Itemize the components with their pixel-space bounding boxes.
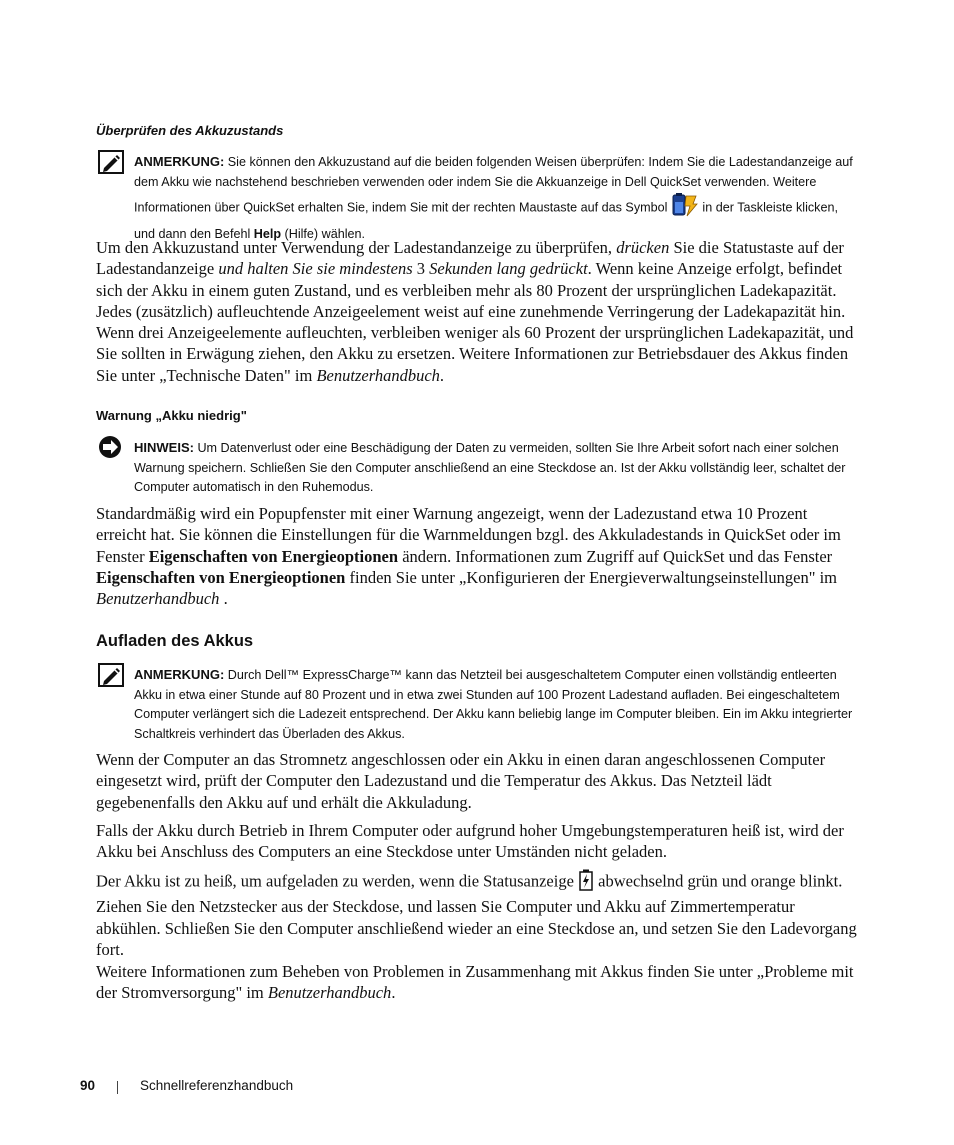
notice-low-battery: HINWEIS: Um Datenverlust oder eine Beschädigung der Daten zu vermeiden, sollten Sie Ihre Arbeit sofort nach einer solchen Warnung speichern. Schließen Sie den Computer anschließend an eine Steckdose an. Ist der Akku vollständig leer, schaltet der Computer automatisch in den Ruhemodus. [134, 440, 846, 494]
paragraph-charging-4: Weitere Informationen zum Beheben von Problemen in Zusammenhang mit Akkus finden Sie unter „Probleme mit der Stromversorgung" im Benutzerhandbuch. [96, 962, 854, 1003]
pencil-note-icon [98, 663, 124, 687]
paragraph-charging-3: Der Akku ist zu heiß, um aufgeladen zu werden, wenn die Statusanzeige abwechselnd grün und orange blinkt. Ziehen Sie den Netzstecker aus der Steckdose, und lassen Sie Computer und Akku auf Zimmertemperatur abkühlen. Schließen Sie den Computer anschließend wieder an eine Steckdose an, und setzen Sie den Ladevorgang fort. [96, 869, 860, 960]
battery-status-icon [578, 869, 594, 896]
paragraph-charging-2: Falls der Akku durch Betrieb in Ihrem Computer oder aufgrund hoher Umgebungstemperaturen heiß ist, wird der Akku bei Anschluss des Computers an eine Steckdose unter Umständen nicht geladen. [96, 821, 844, 862]
heading-battery-check: Überprüfen des Akkuzustands [96, 123, 284, 138]
paragraph-low-battery: Standardmäßig wird ein Popupfenster mit einer Warnung angezeigt, wenn der Ladezustand etwa 10 Prozent erreicht hat. Sie können die Einstellungen für die Warnmeldungen bzgl. des Akkuladestands in QuickSet oder im Fenster Eigenschaften von Energieoptionen ändern. Informationen zum Zugriff auf QuickSet und das Fenster Eigenschaften von Energieoptionen finden Sie unter „Konfigurieren der Energieverwaltungseinstellungen" im Benutzerhandbuch . [96, 504, 841, 609]
note-expresscharge: ANMERKUNG: Durch Dell™ ExpressCharge™ kann das Netzteil bei ausgeschaltetem Computer einen vollständig entleerten Akku in etwa einer Stunde auf 80 Prozent und in etwa zwei Stunden auf 100 Prozent Ladestand aufladen. Bei eingeschaltetem Computer verlängert sich die Ladezeit entsprechend. Der Akku kann beliebig lange im Computer bleiben. Ein im Akku integrierter Schaltkreis verhindert das Überladen des Akkus. [134, 667, 853, 741]
footer-divider [117, 1081, 118, 1094]
footer-doc-title: Schnellreferenzhandbuch [140, 1078, 294, 1093]
notice-label: HINWEIS: [134, 440, 194, 455]
note-label: ANMERKUNG: [134, 667, 225, 682]
pencil-note-icon [98, 150, 124, 174]
quickset-battery-icon [671, 192, 699, 225]
paragraph-charging-1: Wenn der Computer an das Stromnetz angeschlossen oder ein Akku in einen daran angeschlossenen Computer eingesetzt wird, prüft der Computer den Ladezustand und die Temperatur des Akkus. Das Netzteil lädt gegebenenfalls den Akku auf und erhält die Akkuladung. [96, 750, 826, 812]
paragraph-battery-check: Um den Akkuzustand unter Verwendung der Ladestandanzeige zu überprüfen, drücken Sie die Statustaste auf der Ladestandanzeige und halten Sie sie mindestens 3 Sekunden lang gedrückt. Wenn keine Anzeige erfolgt, befindet sich der Akku in einem guten Zustand, und es verbleiben mehr als 80 Prozent der ursprünglichen Ladekapazität. Jedes (zusätzlich) aufleuchtende Anzeigeelement weist auf eine zunehmende Verringerung der Ladekapazität hin. Wenn drei Anzeigeelemente aufleuchten, verbleiben weniger als 60 Prozent der ursprünglichen Ladekapazität, und Sie sollten in Erwägung ziehen, den Akku zu ersetzen. Weitere Informationen zur Betriebsdauer des Akkus finden Sie unter „Technische Daten" im Benutzerhandbuch. [96, 238, 854, 385]
note-battery-check: ANMERKUNG: Sie können den Akkuzustand auf die beiden folgenden Weisen überprüfen: Indem Sie die Ladestandanzeige auf dem Akku wie nachstehend beschrieben verwenden oder indem Sie die Akkuanzeige in Dell QuickSet verwenden. Weitere Informationen über QuickSet erhalten Sie, indem Sie mit der rechten Maustaste auf das Symbol in der Taskleiste klicken, und dann den Befehl Help (Hilfe) wählen. [134, 154, 853, 241]
heading-low-battery-warning: Warnung „Akku niedrig" [96, 408, 247, 423]
note-label: ANMERKUNG: [134, 154, 225, 169]
notice-arrow-icon [98, 435, 124, 459]
heading-charging-battery: Aufladen des Akkus [96, 632, 254, 650]
page-number: 90 [80, 1078, 96, 1093]
